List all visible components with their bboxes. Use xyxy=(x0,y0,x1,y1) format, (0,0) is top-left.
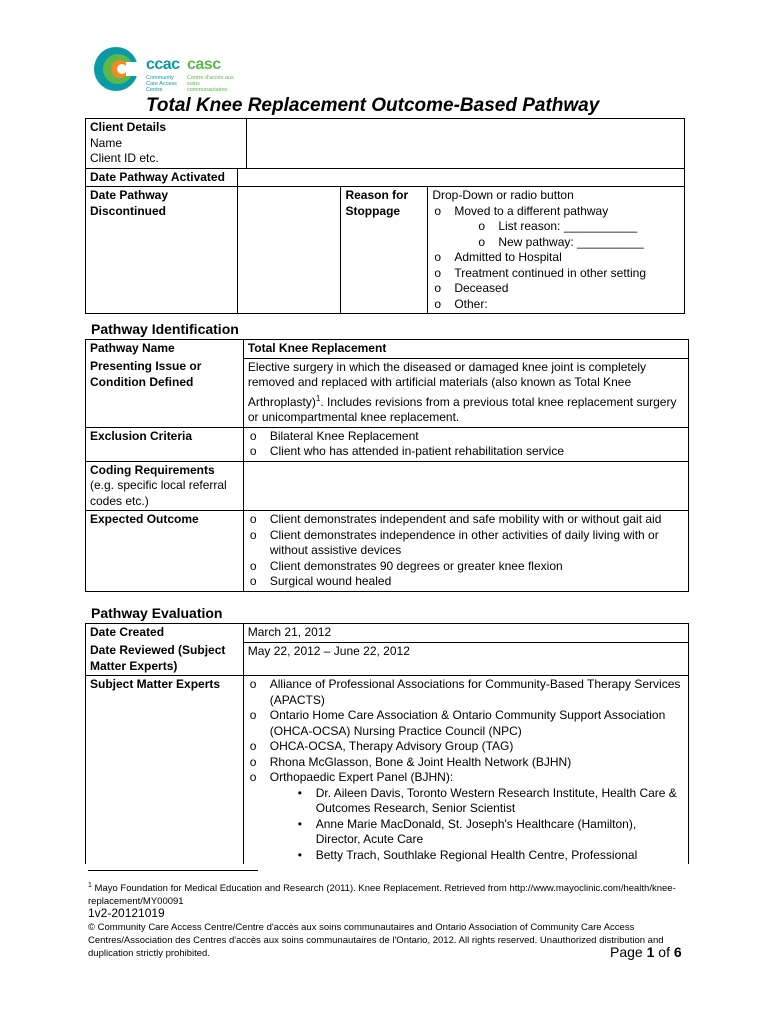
list-item: o Client who has attended in-patient rehabilitation service xyxy=(248,444,684,460)
subject-matter-experts-list xyxy=(243,676,688,865)
pathway-evaluation-heading: Pathway Evaluation xyxy=(91,605,223,621)
reason-intro: Drop-Down or radio button xyxy=(432,188,574,202)
date-reviewed-value: May 22, 2012 – June 22, 2012 xyxy=(243,642,688,676)
reason-option[interactable]: o Moved to a different pathway o List reason: ___________ o New pathway: __________ xyxy=(432,204,680,251)
pathway-evaluation-table xyxy=(85,623,689,864)
logo-ccac-text: ccac xyxy=(146,56,180,73)
reason-option[interactable]: o Admitted to Hospital xyxy=(432,250,680,266)
expected-outcome-label: Expected Outcome xyxy=(86,511,244,592)
date-discontinued-field[interactable] xyxy=(237,187,341,314)
date-activated-label: Date Pathway Activated xyxy=(86,168,238,187)
logo-casc-text: casc xyxy=(187,56,221,73)
client-name-label: Name xyxy=(90,135,123,150)
logo-subtitle-fr: Centre d'accès aux soins communautaires xyxy=(187,75,234,93)
list-item: • Anne Marie MacDonald, St. Joseph's Healthcare (Hamilton), Director, Acute Care xyxy=(294,817,684,848)
subject-matter-experts-label: Subject Matter Experts xyxy=(86,676,244,865)
presenting-issue-label: Presenting Issue or Condition Defined xyxy=(86,358,244,427)
reason-new-pathway-field[interactable]: o New pathway: __________ xyxy=(476,235,680,251)
list-item: o Bilateral Knee Replacement xyxy=(248,429,684,445)
ccac-logo-mark-icon xyxy=(90,42,146,98)
reason-for-stoppage-label: Reason for Stoppage xyxy=(341,187,428,314)
pathway-identification-table xyxy=(85,339,689,592)
list-item: o Ontario Home Care Association & Ontario Community Support Association (OHCA-OCSA) Nursing Practice Council (NPC) xyxy=(248,708,684,739)
footnote-divider xyxy=(88,870,258,871)
list-item: o Client demonstrates independence in other activities of daily living with or without assistive devices xyxy=(248,528,684,559)
expected-outcome-list xyxy=(243,511,688,592)
client-details-table xyxy=(85,118,685,314)
exclusion-criteria-label: Exclusion Criteria xyxy=(86,427,244,461)
presenting-issue-value: Elective surgery in which the diseased or damaged knee joint is completely removed and replaced with artificial materials (also known as Total Knee Arthroplasty)$^1$. Includes revisions from a previous total knee replacement surgery or unicompartmental knee replacement. xyxy=(243,358,688,427)
pathway-identification-heading: Pathway Identification xyxy=(91,321,239,337)
list-item: • Dr. Aileen Davis, Toronto Western Research Institute, Health Care & Outcomes Research, Senior Scientist xyxy=(294,786,684,817)
pathway-name-label: Pathway Name xyxy=(86,340,244,359)
page-title: Total Knee Replacement Outcome-Based Pathway xyxy=(146,95,600,116)
list-item: o OHCA-OCSA, Therapy Advisory Group (TAG) xyxy=(248,739,684,755)
list-item: o Rhona McGlasson, Bone & Joint Health Network (BJHN) xyxy=(248,755,684,771)
coding-requirements-field[interactable] xyxy=(243,461,688,511)
date-reviewed-label: Date Reviewed (Subject Matter Experts) xyxy=(86,642,244,676)
footnote: $^1$ Mayo Foundation for Medical Education and Research (2011). Knee Replacement. Retrieved from http://www.mayoclinic.com/health/knee-replacement/MY00091 xyxy=(88,882,676,908)
date-created-value: March 21, 2012 xyxy=(243,624,688,643)
reason-option[interactable]: o Deceased xyxy=(432,281,680,297)
list-item: • Betty Trach, Southlake Regional Health Centre, Professional xyxy=(294,848,684,864)
pathway-name-value: Total Knee Replacement xyxy=(243,340,688,359)
copyright-notice: © Community Care Access Centre/Centre d'accès aux soins communautaires and Ontario Association of Community Care Access Centres/Association des Centres d'accès aux soins communautaires de l'Ontario, 2012. All rights reserved. Unauthorized distribution and duplication strictly prohibited. xyxy=(88,922,664,959)
reason-option[interactable]: o Other: xyxy=(432,297,680,313)
reason-list-field[interactable]: o List reason: ___________ xyxy=(476,219,680,235)
date-discontinued-label: Date Pathway Discontinued xyxy=(86,187,238,314)
client-id-label: Client ID etc. xyxy=(90,151,159,165)
coding-requirements-label: Coding Requirements (e.g. specific local referral codes etc.) xyxy=(86,461,244,511)
version-code: 1v2-20121019 xyxy=(88,906,165,920)
list-item: o Alliance of Professional Associations for Community-Based Therapy Services (APACTS) xyxy=(248,677,684,708)
logo-subtitle-en: Community Care Access Centre xyxy=(146,75,177,93)
client-details-label: Client Details xyxy=(90,120,167,134)
list-item: o Client demonstrates independent and safe mobility with or without gait aid xyxy=(248,512,684,528)
client-details-field[interactable] xyxy=(247,119,685,168)
list-item: o Surgical wound healed xyxy=(248,574,684,590)
reason-options xyxy=(428,187,685,314)
exclusion-criteria-list xyxy=(243,427,688,461)
reason-option[interactable]: o Treatment continued in other setting xyxy=(432,266,680,282)
date-created-label: Date Created xyxy=(86,624,244,643)
list-item: o Client demonstrates 90 degrees or greater knee flexion xyxy=(248,559,684,575)
date-activated-field[interactable] xyxy=(237,168,684,187)
list-item: o Orthopaedic Expert Panel (BJHN): • Dr. Aileen Davis, Toronto Western Research Institute, Health Care & Outcomes Research, Senior Scientist • Anne Marie MacDonald, St. Joseph's Healthcare (Hamilton), Director, Acute Care • Betty Trach, Southlake Regional Health Centre, Professional xyxy=(248,770,684,863)
page-number: Page 1 of 6 xyxy=(610,944,682,960)
ccac-logo xyxy=(90,42,240,98)
